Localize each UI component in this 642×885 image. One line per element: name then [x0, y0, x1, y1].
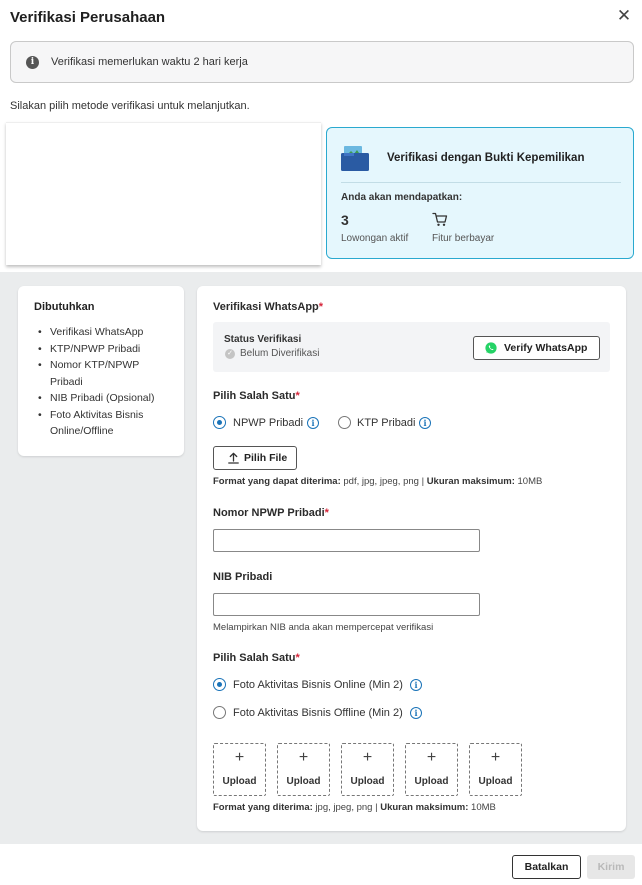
plus-icon: + — [490, 749, 501, 766]
alert-text: Verifikasi memerlukan waktu 2 hari kerja — [51, 56, 248, 68]
upload-icon — [228, 452, 239, 464]
upload-slot[interactable] — [469, 743, 522, 796]
intro-text: Silakan pilih metode verifikasi untuk melanjutkan. — [10, 100, 250, 112]
upload-label: Upload — [222, 776, 257, 787]
choose-file-button[interactable] — [213, 446, 297, 470]
required-mark: * — [324, 507, 329, 519]
cancel-button[interactable]: Batalkan — [512, 855, 581, 879]
upload-slot[interactable] — [405, 743, 458, 796]
whatsapp-status-box — [213, 322, 610, 372]
npwp-number-input[interactable] — [213, 529, 480, 552]
requirement-item: • Verifikasi WhatsApp — [38, 324, 174, 341]
radio-label-photo-offline: Foto Aktivitas Bisnis Offline (Min 2) — [233, 707, 403, 719]
dialog-title: Verifikasi Perusahaan — [10, 9, 166, 26]
verification-form — [197, 286, 626, 831]
check-icon: ✓ — [225, 349, 235, 359]
document-image-icon — [341, 145, 369, 171]
whatsapp-section-title: Verifikasi WhatsApp* — [213, 301, 324, 313]
divider — [341, 182, 621, 183]
requirement-item: • Foto Aktivitas Bisnis Online/Offline — [38, 407, 174, 440]
method-card-empty[interactable] — [6, 122, 321, 265]
method-title: Verifikasi dengan Bukti Kepemilikan — [387, 152, 585, 164]
requirement-item: • Nomor KTP/NPWP Pribadi — [38, 357, 174, 390]
plus-icon: + — [426, 749, 437, 766]
required-mark: * — [295, 652, 300, 664]
file-format-hint: Format yang dapat diterima: pdf, jpg, jpeg, png | Ukuran maksimum: 10MB — [213, 476, 543, 487]
info-icon[interactable]: i — [410, 679, 422, 691]
requirement-item: • KTP/NPWP Pribadi — [38, 341, 174, 358]
close-icon[interactable]: ✕ — [616, 6, 632, 25]
info-icon[interactable]: i — [410, 707, 422, 719]
nib-label: NIB Pribadi — [213, 571, 273, 583]
radio-label-ktp: KTP Pribadi — [357, 417, 416, 429]
upload-label: Upload — [478, 776, 513, 787]
upload-label: Upload — [286, 776, 321, 787]
required-mark: * — [318, 301, 324, 313]
benefits-label: Anda akan mendapatkan: — [341, 192, 463, 203]
dialog-header — [0, 0, 642, 36]
radio-photo-offline[interactable] — [213, 706, 226, 719]
verify-whatsapp-button[interactable] — [473, 336, 600, 360]
requirements-list — [38, 324, 174, 440]
npwp-number-label: Nomor NPWP Pribadi* — [213, 507, 329, 519]
dialog-footer — [0, 844, 642, 885]
nib-input[interactable] — [213, 593, 480, 616]
upload-label: Upload — [414, 776, 449, 787]
radio-ktp[interactable] — [338, 416, 351, 429]
info-alert — [10, 41, 634, 83]
status-label: Status Verifikasi — [224, 334, 302, 345]
radio-label-photo-online: Foto Aktivitas Bisnis Online (Min 2) — [233, 679, 403, 691]
upload-slot[interactable] — [213, 743, 266, 796]
upload-format-hint: Format yang diterima: jpg, jpeg, png | Ukuran maksimum: 10MB — [213, 802, 496, 813]
requirements-title: Dibutuhkan — [34, 301, 95, 313]
info-icon: i — [26, 56, 39, 69]
whatsapp-icon — [485, 342, 497, 354]
cart-icon — [432, 212, 448, 227]
method-card-ownership[interactable] — [326, 127, 634, 259]
requirement-item: • NIB Pribadi (Opsional) — [38, 390, 174, 407]
plus-icon: + — [234, 749, 245, 766]
verify-whatsapp-label: Verify WhatsApp — [504, 342, 588, 354]
radio-photo-online[interactable] — [213, 678, 226, 691]
radio-label-npwp: NPWP Pribadi — [233, 417, 304, 429]
required-mark: * — [295, 390, 300, 402]
info-icon[interactable]: i — [307, 417, 319, 429]
nib-hint: Melampirkan NIB anda akan mempercepat verifikasi — [213, 622, 434, 633]
radio-npwp[interactable] — [213, 416, 226, 429]
choose-file-label: Pilih File — [244, 452, 288, 464]
plus-icon: + — [298, 749, 309, 766]
submit-button[interactable]: Kirim — [587, 855, 635, 879]
info-icon[interactable]: i — [419, 417, 431, 429]
plus-icon: + — [362, 749, 373, 766]
upload-slot[interactable] — [341, 743, 394, 796]
vacancy-count: 3 — [341, 212, 349, 228]
vacancy-label: Lowongan aktif — [341, 233, 409, 244]
photo-choice-title: Pilih Salah Satu* — [213, 652, 300, 664]
id-choice-title: Pilih Salah Satu* — [213, 390, 300, 402]
status-value: Belum Diverifikasi — [240, 348, 320, 359]
upload-slot[interactable] — [277, 743, 330, 796]
feature-label: Fitur berbayar — [432, 233, 495, 244]
requirements-panel — [18, 286, 184, 456]
upload-label: Upload — [350, 776, 385, 787]
